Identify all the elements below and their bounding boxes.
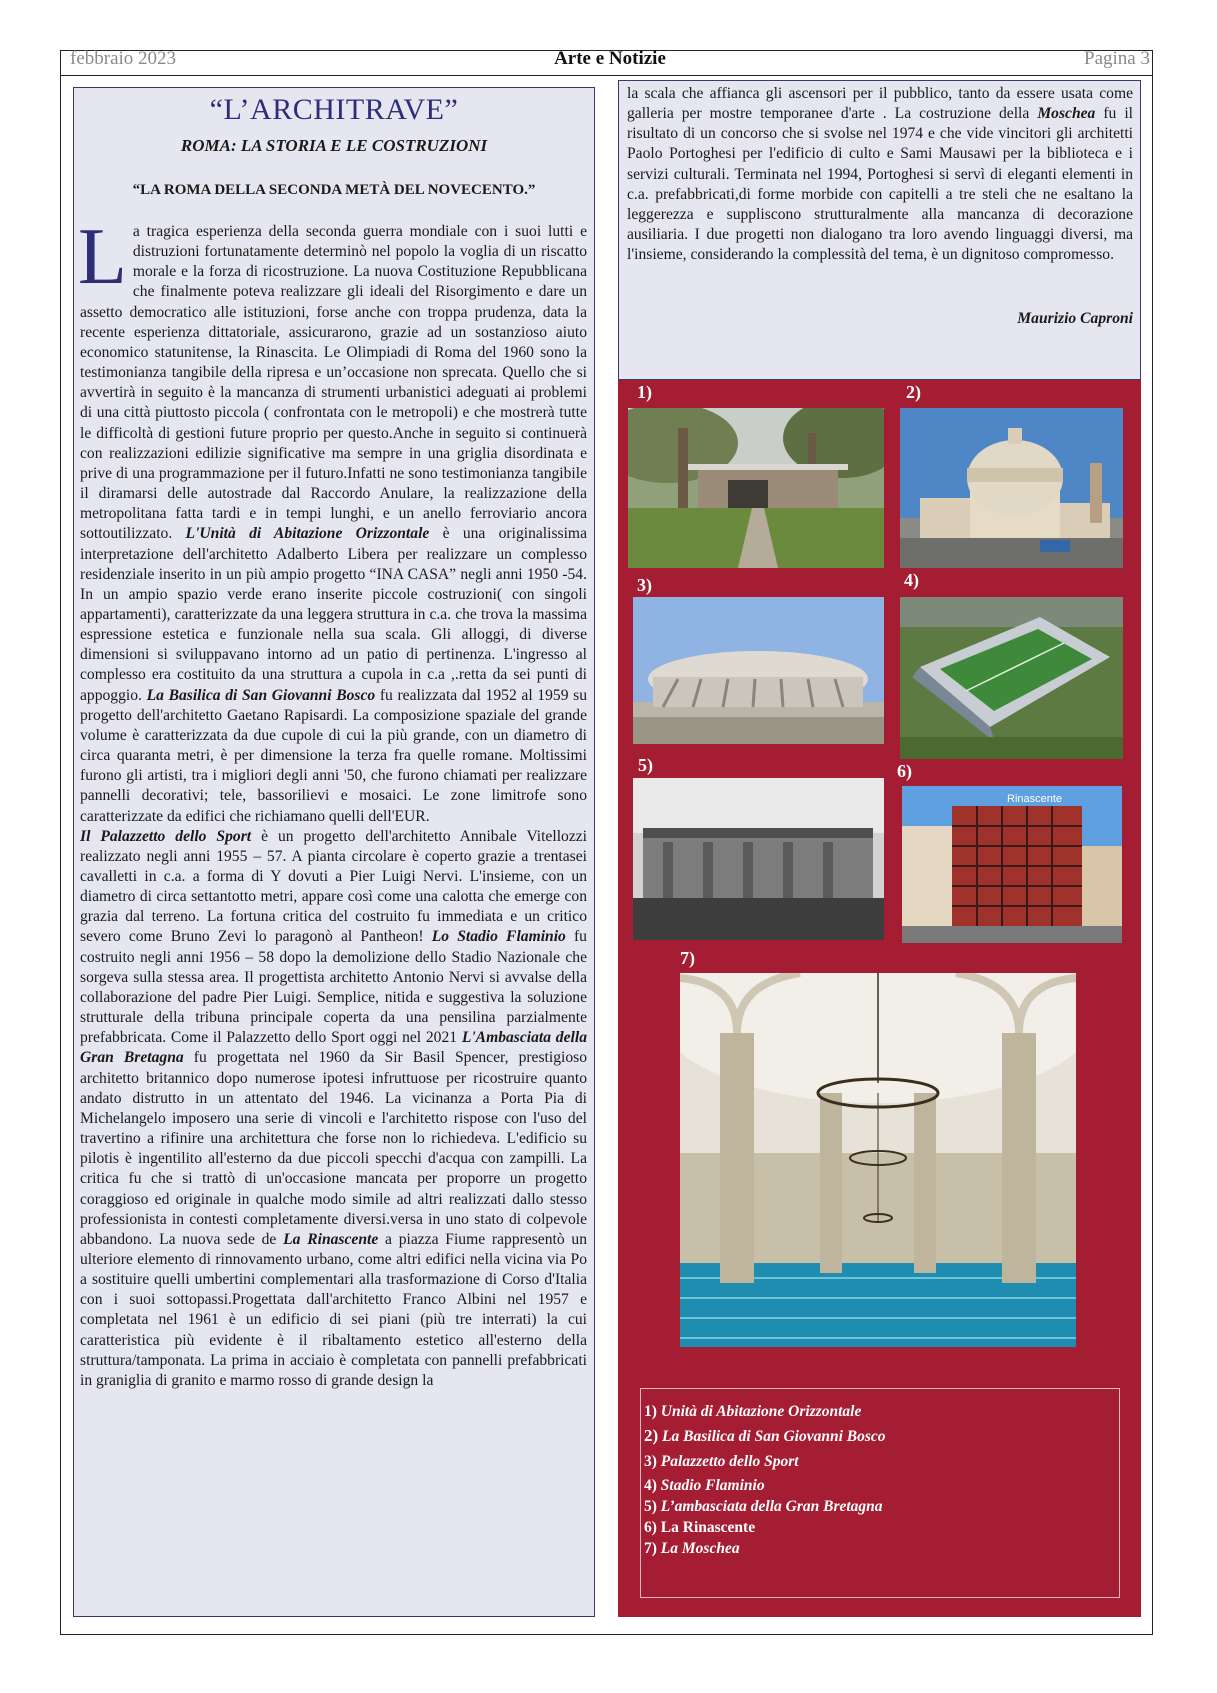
photo-number-7: 7) (680, 948, 695, 968)
legend-number: 6) (644, 1519, 657, 1536)
photo-number-3: 3) (637, 575, 652, 595)
legend-label: L’ambasciata della Gran Bretagna (660, 1498, 883, 1515)
photo-palazzetto (633, 597, 884, 744)
legend-item-2 (644, 1426, 886, 1446)
photo-unita-abitazione (628, 408, 884, 568)
legend-item-6 (644, 1519, 755, 1537)
legend-number: 1) (644, 1403, 657, 1420)
publication-name: Arte e Notizie (554, 48, 666, 69)
photo-ambasciata (633, 778, 884, 940)
legend-label: Palazzetto dello Sport (660, 1453, 799, 1470)
text-run: è un progetto dell'architetto Annibale Vitellozzi realizzato negli anni 1955 – 57. A pianta circolare è coperto grazie a trentasei cavalletti in c.a. a forma di Y dovuti a Pier Luigi Nervi. L'insieme, con un diametro di circa settantotto metri, appare così come una calotta che emerge con grazia dal terreno. La fortuna critica del costruito fu immediata e un critico severo come Bruno Zevi lo paragonò al Pantheon! (80, 827, 587, 946)
text-run: la scala che affianca gli ascensori per il pubblico, tanto da essere usata come galleria per mostre temporanee d'arte . La costruzione della (627, 85, 1133, 123)
photo-number-1: 1) (637, 382, 652, 402)
mosque-photo-image (680, 973, 1076, 1347)
building-name-flaminio: Lo Stadio Flaminio (431, 928, 566, 946)
photo-number-6: 6) (897, 761, 912, 781)
legend-label: Stadio Flaminio (660, 1477, 765, 1494)
photo-moschea (680, 973, 1076, 1347)
text-run: a tragica esperienza della seconda guerra mondiale con i suoi lutti e distruzioni fortunatamente determinò nel popolo la voglia di un riscatto morale e la forza di ricostruzione. La nuova Costituzione Repubblicana che finalmente poteva realizzare gli ideali del Risorgimento e dare un assetto democratico alle istituzioni, forse anche con troppa prudenza, data la recente esperienza dittatoriale, assicurarono, grazie ad un sostanzioso aiuto economico statunitense, la Rinascita. Le Olimpiadi di Roma del 1960 sono la testimonianza tangibile della ripresa e un’occasione non sprecata. Quello che si avvertirà in seguito è la mancanza di strumenti urbanistici adeguati ai problemi di una città piuttosto piccola ( confrontata con le metropoli) e che mostrerà tutte le difficoltà di gestioni future proprio per questo.Anche in seguito si continuerà con realizzazioni edilizie significative ma sempre in una griglia disordinata e prive di una programmazione per il futuro.Infatti ne sono testimonianza tangibile il diramarsi delle autostrade dal Raccordo Anulare, la realizzazione della metropolitana fatta tardi e in tempi lunghi, e un anello ferroviario ancora sottoutilizzato. (80, 223, 587, 543)
issue-date: febbraio 2023 (70, 48, 177, 69)
photo-number-4: 4) (904, 570, 919, 590)
legend-label: Unità di Abitazione Orizzontale (660, 1403, 862, 1420)
text-run: fu progettata nel 1960 da Sir Basil Spencer, prestigioso architetto britannico dopo numerose ipotesi infruttuose per ricostruire quanto andato distrutto in un attentato del 1946. La vicinanza a Porta Pia di Michelangelo imposero una serie di vincoli e l'architetto rispose con l'uso del travertino a rifinire una architettura che forse non lo richiedeva. L'edificio su pilotis è ingentilito all'esterno da due piccoli specchi d'acqua con zampilli. La critica fu che si trattò di un'occasione mancata per proporre un progetto coraggioso ed originale in qualche modo simile ad altri realizzati dallo stesso professionista in contesti completamente diversi.versa in uno stato di colpevole abbandono. La nuova sede de (80, 1049, 588, 1248)
building-name-rinascente: La Rinascente (283, 1230, 379, 1248)
author-signature: Maurizio Caproni (1017, 310, 1133, 327)
embassy-photo-image (633, 778, 884, 940)
article-paragraph (627, 84, 1133, 265)
text-run: fu realizzata dal 1952 al 1959 su progetto dell'architetto Gaetano Rapisardi. La composizione spaziale del grande volume è caratterizzata da due cupole di cui la più grande, con un diametro di circa quaranta metri, è per dimensione la terza fra quelle romane. Moltissimi furono gli artisti, tra i migliori degli anni '50, che furono chiamati per realizzare pannelli decorativi; tele, bassorilievi e mosaici. Le zone limitrofe sono caratterizzate da edifici che richiamano quelli dell'EUR. (80, 686, 588, 825)
text-run: a piazza Fiume rappresentò un ulteriore elemento di rinnovamento urbano, come altri edifici nella vicina via Po a sostituire quelli umbertini complementari alla trasformazione di Corso d'Italia con i suoi sottopassi.Progettata dall'architetto Franco Albini nel 1957 e completata nel 1961 è un edificio di sei piani (più tre interrati) la cui caratteristica più evidente è il ribaltamento estetico all'esterno della struttura/tamponata. La prima in acciaio è completata con pannelli prefabbricati in graniglia di granito e marmo rosso di grande design la (80, 1230, 588, 1389)
building-name-unita: L'Unità di Abitazione Orizzontale (185, 525, 430, 543)
legend-item-5 (644, 1498, 883, 1516)
house-photo-image (628, 408, 884, 568)
page-header (70, 48, 1150, 74)
building-name-moschea: Moschea (1037, 105, 1096, 123)
photo-rinascente (902, 786, 1122, 943)
article-paragraph (78, 213, 588, 827)
photo-number-2: 2) (906, 382, 921, 402)
article-paragraph (80, 827, 587, 1391)
store-sign: Rinascente (1007, 793, 1063, 805)
header-rule (60, 75, 1153, 76)
legend-number: 5) (644, 1498, 657, 1515)
text-run: fu costruito negli anni 1956 – 58 dopo la demolizione dello Stadio Nazionale che sorgeva sulla stessa area. Il progettista architetto Antonio Nervi si avvalse della collaborazione del padre Pier Luigi. Semplice, nitida e suggestiva la soluzione strutturale della tribuna principale coperta da una pensilina parzialmente prefabbricata. Come il Palazzetto dello Sport oggi nel 2021 (80, 928, 587, 1047)
text-run: è una originalissima interpretazione dell'architetto Adalberto Libera per realizzare un complesso residenziale inserito in un più ampio progetto “INA CASA” negli anni 1950 -54. In un ampio spazio verde erano inserite piccole costruzioni( con singoli appartamenti), caratterizzate da una leggera struttura in c.a. che trova la massima espressione estetica e funzionale nella sua scala. Gli alloggi, di diverse dimensioni si sviluppavano intorno ad un patio di pertinenza. L'ingresso al complesso era costituito da una struttura a cupola in c.a ,.retta da sei punti di appoggio. (80, 525, 587, 704)
rinascente-photo-image (902, 786, 1122, 943)
text-run: fu il risultato di un concorso che si svolse nel 1974 e che vide vincitori gli architetti Paolo Portoghesi per l'edificio di culto e Sami Mausawi per la biblioteca e i servizi culturali. Terminata nel 1994, Portoghesi si servì di eleganti elementi in c.a. prefabbricati,di forme morbide con capitelli a tre steli che ne esaltano la leggerezza e suppliscono strutturalmente alla mancanza di decorazione ausiliaria. I due progetti non dialogano tra loro avendo linguaggi diversi, ma l'insieme, considerando la complessità del tema, è un dignitoso compromesso. (627, 105, 1134, 264)
palazzetto-photo-image (633, 597, 884, 744)
article-subtitle: ROMA: LA STORIA E LE COSTRUZIONI (180, 136, 488, 155)
legend-number: 4) (644, 1477, 657, 1494)
legend-label: La Basilica di San Giovanni Bosco (662, 1428, 886, 1445)
legend-number: 7) (644, 1540, 657, 1557)
photo-stadio-flaminio (900, 597, 1123, 759)
legend-label: La Rinascente (660, 1519, 756, 1536)
building-name-palazzetto: Il Palazzetto dello Sport (80, 827, 252, 845)
photo-basilica (900, 408, 1123, 568)
stadium-photo-image (900, 597, 1123, 759)
legend-item-1 (644, 1403, 861, 1421)
article-body-left (78, 213, 588, 1391)
building-name-ambasciata: L'Ambasciata della Gran Bretagna (80, 1029, 587, 1067)
legend-item-7 (644, 1540, 740, 1558)
basilica-photo-image (900, 408, 1123, 568)
legend-label: La Moschea (660, 1540, 740, 1557)
article-title: “L’ARCHITRAVE” (209, 93, 459, 126)
photo-number-5: 5) (638, 755, 653, 775)
legend-item-4 (644, 1477, 765, 1495)
legend-item-3 (644, 1453, 799, 1471)
building-name-basilica: La Basilica di San Giovanni Bosco (146, 686, 376, 704)
page-number: Pagina 3 (1084, 48, 1150, 69)
article-heading: “LA ROMA DELLA SECONDA METÀ DEL NOVECENTO.” (132, 182, 536, 198)
article-body-right (627, 84, 1133, 265)
legend-number: 3) (644, 1453, 657, 1470)
legend-number: 2) (644, 1426, 659, 1445)
drop-cap: L (78, 213, 127, 301)
